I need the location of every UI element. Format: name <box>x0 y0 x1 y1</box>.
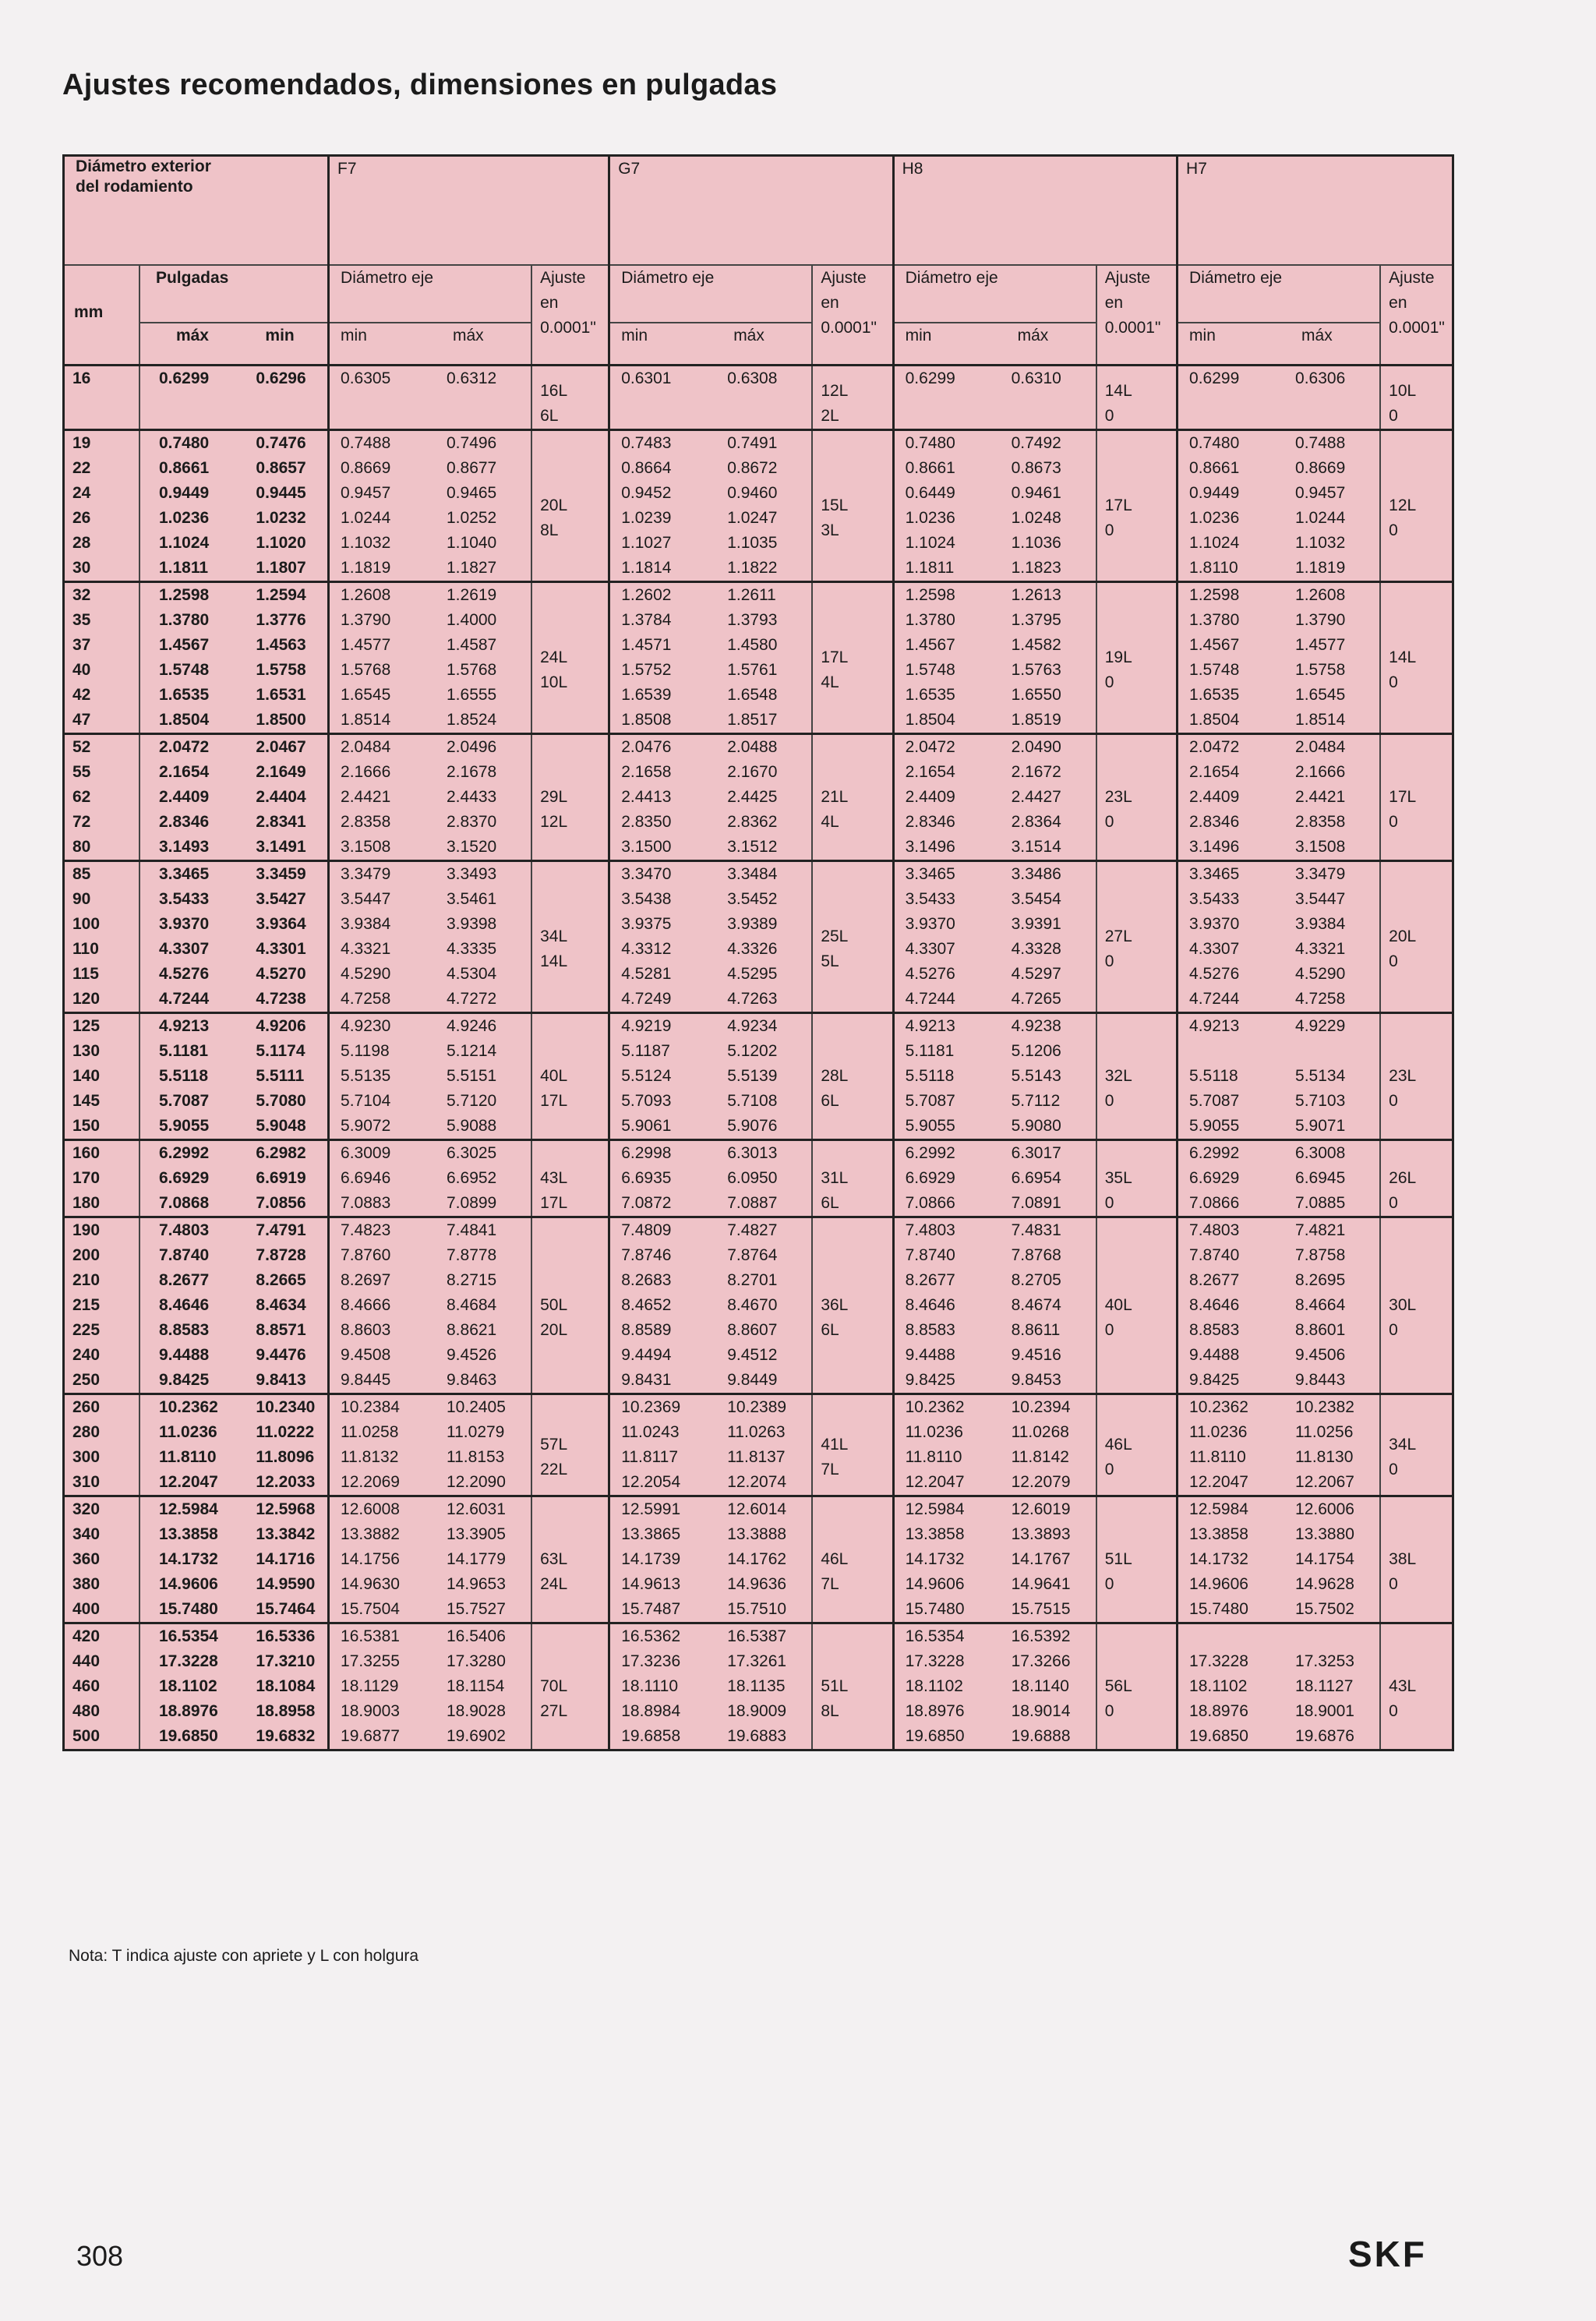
shaft-max-values-f7: 6.3025 6.6952 7.0899 <box>433 1140 531 1217</box>
diameter-group <box>64 430 1453 582</box>
fit-values-f7: 63L 24L <box>531 1496 609 1623</box>
shaft-min-values-h8: 0.6299 <box>893 366 997 430</box>
shaft-max-header: máx <box>998 323 1096 366</box>
fit-values-h7: 26L 0 <box>1380 1140 1453 1217</box>
fit-values-g7: 31L 6L <box>812 1140 893 1217</box>
inches-min-values: 1.2594 1.3776 1.4563 1.5758 1.6531 1.8500 <box>243 582 328 734</box>
shaft-max-header: máx <box>1281 323 1380 366</box>
fit-values-h8: 27L 0 <box>1096 861 1178 1013</box>
shaft-max-values-h8: 3.3486 3.5454 3.9391 4.3328 4.5297 4.7265 <box>998 861 1096 1013</box>
shaft-min-values-g7: 0.6301 <box>609 366 713 430</box>
shaft-min-values-f7: 16.5381 17.3255 18.1129 18.9003 19.6877 <box>329 1623 433 1750</box>
fit-values-g7: 51L 8L <box>812 1623 893 1750</box>
shaft-max-values-f7: 3.3493 3.5461 3.9398 4.3335 4.5304 4.7272 <box>433 861 531 1013</box>
fit-values-h7: 20L 0 <box>1380 861 1453 1013</box>
diameter-group <box>64 582 1453 734</box>
mm-values: 320 340 360 380 400 <box>64 1496 139 1623</box>
shaft-max-values-h7: 4.9229 5.5134 5.7103 5.9071 <box>1281 1013 1380 1140</box>
shaft-max-values-h7: 6.3008 6.6945 7.0885 <box>1281 1140 1380 1217</box>
inches-max-values: 0.7480 0.8661 0.9449 1.0236 1.1024 1.1811 <box>139 430 243 582</box>
diameter-group <box>64 1013 1453 1140</box>
shaft-min-values-f7: 7.4823 7.8760 8.2697 8.4666 8.8603 9.4508 9.8445 <box>329 1217 433 1394</box>
shaft-max-values-f7: 7.4841 7.8778 8.2715 8.4684 8.8621 9.4526 9.8463 <box>433 1217 531 1394</box>
shaft-min-header: min <box>329 323 433 366</box>
fit-values-g7: 25L 5L <box>812 861 893 1013</box>
inches-min-values: 10.2340 11.0222 11.8096 12.2033 <box>243 1394 328 1496</box>
shaft-min-values-h8: 4.9213 5.1181 5.5118 5.7087 5.9055 <box>893 1013 997 1140</box>
fit-values-h7: 30L 0 <box>1380 1217 1453 1394</box>
page-title: Ajustes recomendados, dimensiones en pulgadas <box>62 69 778 101</box>
skf-logo-text: SKF <box>1348 2234 1427 2273</box>
shaft-min-values-h7: 12.5984 13.3858 14.1732 14.9606 15.7480 <box>1178 1496 1281 1623</box>
fit-values-h7: 14L 0 <box>1380 582 1453 734</box>
shaft-max-values-f7: 2.0496 2.1678 2.4433 2.8370 3.1520 <box>433 734 531 861</box>
shaft-min-values-f7: 0.7488 0.8669 0.9457 1.0244 1.1032 1.1819 <box>329 430 433 582</box>
mm-values: 19 22 24 26 28 30 <box>64 430 139 582</box>
shaft-min-values-h8: 12.5984 13.3858 14.1732 14.9606 15.7480 <box>893 1496 997 1623</box>
inches-min-values: 2.0467 2.1649 2.4404 2.8341 3.1491 <box>243 734 328 861</box>
shaft-max-values-h7: 2.0484 2.1666 2.4421 2.8358 3.1508 <box>1281 734 1380 861</box>
inches-max-values: 6.2992 6.6929 7.0868 <box>139 1140 243 1217</box>
shaft-min-values-g7: 3.3470 3.5438 3.9375 4.3312 4.5281 4.7249 <box>609 861 713 1013</box>
shaft-min-values-h8: 10.2362 11.0236 11.8110 12.2047 <box>893 1394 997 1496</box>
shaft-min-values-h8: 2.0472 2.1654 2.4409 2.8346 3.1496 <box>893 734 997 861</box>
mm-values: 260 280 300 310 <box>64 1394 139 1496</box>
shaft-max-values-h7: 17.3253 18.1127 18.9001 19.6876 <box>1281 1623 1380 1750</box>
footnote: Nota: T indica ajuste con apriete y L con holgura <box>69 1947 419 1965</box>
shaft-max-values-f7: 10.2405 11.0279 11.8153 12.2090 <box>433 1394 531 1496</box>
shaft-min-values-h8: 16.5354 17.3228 18.1102 18.8976 19.6850 <box>893 1623 997 1750</box>
shaft-max-values-g7: 1.2611 1.3793 1.4580 1.5761 1.6548 1.8517 <box>713 582 812 734</box>
inches-min-values: 0.7476 0.8657 0.9445 1.0232 1.1020 1.1807 <box>243 430 328 582</box>
shaft-min-values-h8: 0.7480 0.8661 0.6449 1.0236 1.1024 1.1811 <box>893 430 997 582</box>
shaft-min-values-h8: 6.2992 6.6929 7.0866 <box>893 1140 997 1217</box>
shaft-max-values-f7: 1.2619 1.4000 1.4587 1.5768 1.6555 1.8524 <box>433 582 531 734</box>
shaft-max-values-h8: 2.0490 2.1672 2.4427 2.8364 3.1514 <box>998 734 1096 861</box>
fit-values-f7: 70L 27L <box>531 1623 609 1750</box>
shaft-max-values-f7: 0.7496 0.8677 0.9465 1.0252 1.1040 1.1827 <box>433 430 531 582</box>
shaft-min-values-h7: 2.0472 2.1654 2.4409 2.8346 3.1496 <box>1178 734 1281 861</box>
shaft-min-values-g7: 7.4809 7.8746 8.2683 8.4652 8.8589 9.4494 9.8431 <box>609 1217 713 1394</box>
shaft-max-values-g7: 2.0488 2.1670 2.4425 2.8362 3.1512 <box>713 734 812 861</box>
shaft-max-values-h7: 1.2608 1.3790 1.4577 1.5758 1.6545 1.8514 <box>1281 582 1380 734</box>
shaft-max-values-f7: 4.9246 5.1214 5.5151 5.7120 5.9088 <box>433 1013 531 1140</box>
fit-values-f7: 24L 10L <box>531 582 609 734</box>
shaft-min-values-g7: 1.2602 1.3784 1.4571 1.5752 1.6539 1.8508 <box>609 582 713 734</box>
shaft-min-values-f7: 4.9230 5.1198 5.5135 5.7104 5.9072 <box>329 1013 433 1140</box>
shaft-min-values-f7: 6.3009 6.6946 7.0883 <box>329 1140 433 1217</box>
shaft-max-header: máx <box>713 323 812 366</box>
fit-values-h7: 23L 0 <box>1380 1013 1453 1140</box>
inches-min-values: 16.5336 17.3210 18.1084 18.8958 19.6832 <box>243 1623 328 1750</box>
skf-logo <box>1348 2234 1464 2273</box>
shaft-max-values-h8: 4.9238 5.1206 5.5143 5.7112 5.9080 <box>998 1013 1096 1140</box>
shaft-max-header: máx <box>433 323 531 366</box>
shaft-max-values-f7: 16.5406 17.3280 18.1154 18.9028 19.6902 <box>433 1623 531 1750</box>
shaft-min-values-f7: 3.3479 3.5447 3.9384 4.3321 4.5290 4.7258 <box>329 861 433 1013</box>
shaft-min-values-g7: 0.7483 0.8664 0.9452 1.0239 1.1027 1.1814 <box>609 430 713 582</box>
fit-values-f7: 34L 14L <box>531 861 609 1013</box>
shaft-min-values-f7: 1.2608 1.3790 1.4577 1.5768 1.6545 1.8514 <box>329 582 433 734</box>
outer-diameter-header: Diámetro exterior del rodamiento <box>64 156 329 266</box>
fit-values-h8: 14L 0 <box>1096 366 1178 430</box>
diameter-group <box>64 734 1453 861</box>
fit-values-h8: 19L 0 <box>1096 582 1178 734</box>
shaft-max-values-h8: 6.3017 6.6954 7.0891 <box>998 1140 1096 1217</box>
class-header-h7: H7 <box>1178 156 1453 266</box>
shaft-max-values-h7: 10.2382 11.0256 11.8130 12.2067 <box>1281 1394 1380 1496</box>
mm-values: 52 55 62 72 80 <box>64 734 139 861</box>
shaft-max-values-h7: 0.7488 0.8669 0.9457 1.0244 1.1032 1.1819 <box>1281 430 1380 582</box>
inches-min-header: min <box>243 323 328 366</box>
diameter-group <box>64 1496 1453 1623</box>
inches-max-values: 12.5984 13.3858 14.1732 14.9606 15.7480 <box>139 1496 243 1623</box>
inches-min-values: 4.9206 5.1174 5.5111 5.7080 5.9048 <box>243 1013 328 1140</box>
shaft-max-values-h8: 0.7492 0.8673 0.9461 1.0248 1.1036 1.1823 <box>998 430 1096 582</box>
shaft-min-values-g7: 16.5362 17.3236 18.1110 18.8984 19.6858 <box>609 1623 713 1750</box>
shaft-diameter-header: Diámetro eje <box>329 265 532 323</box>
inches-max-values: 0.6299 <box>139 366 243 430</box>
class-header-f7: F7 <box>329 156 609 266</box>
mm-values: 85 90 100 110 115 120 <box>64 861 139 1013</box>
shaft-max-values-f7: 12.6031 13.3905 14.1779 14.9653 15.7527 <box>433 1496 531 1623</box>
diameter-group <box>64 366 1453 430</box>
inches-max-values: 16.5354 17.3228 18.1102 18.8976 19.6850 <box>139 1623 243 1750</box>
fit-header: Ajuste en 0.0001" <box>1096 265 1178 366</box>
fit-values-h8: 46L 0 <box>1096 1394 1178 1496</box>
shaft-max-values-g7: 12.6014 13.3888 14.1762 14.9636 15.7510 <box>713 1496 812 1623</box>
shaft-max-values-h8: 10.2394 11.0268 11.8142 12.2079 <box>998 1394 1096 1496</box>
shaft-min-values-g7: 10.2369 11.0243 11.8117 12.2054 <box>609 1394 713 1496</box>
fits-table-body <box>64 366 1453 1750</box>
diameter-group <box>64 1394 1453 1496</box>
shaft-min-values-h7: 17.3228 18.1102 18.8976 19.6850 <box>1178 1623 1281 1750</box>
shaft-max-values-g7: 3.3484 3.5452 3.9389 4.3326 4.5295 4.7263 <box>713 861 812 1013</box>
shaft-max-values-g7: 4.9234 5.1202 5.5139 5.7108 5.9076 <box>713 1013 812 1140</box>
shaft-max-values-h8: 0.6310 <box>998 366 1096 430</box>
shaft-max-values-h7: 7.4821 7.8758 8.2695 8.4664 8.8601 9.4506 9.8443 <box>1281 1217 1380 1394</box>
fit-values-f7: 16L 6L <box>531 366 609 430</box>
mm-values: 160 170 180 <box>64 1140 139 1217</box>
inches-min-values: 0.6296 <box>243 366 328 430</box>
fit-values-h7: 43L 0 <box>1380 1623 1453 1750</box>
fit-values-g7: 36L 6L <box>812 1217 893 1394</box>
fit-values-h8: 40L 0 <box>1096 1217 1178 1394</box>
shaft-min-values-h7: 7.4803 7.8740 8.2677 8.4646 8.8583 9.4488 9.8425 <box>1178 1217 1281 1394</box>
shaft-min-values-h7: 3.3465 3.5433 3.9370 4.3307 4.5276 4.7244 <box>1178 861 1281 1013</box>
mm-header: mm <box>64 265 139 366</box>
shaft-min-header: min <box>1178 323 1281 366</box>
diameter-group <box>64 1217 1453 1394</box>
shaft-max-values-g7: 16.5387 17.3261 18.1135 18.9009 19.6883 <box>713 1623 812 1750</box>
diameter-group <box>64 1140 1453 1217</box>
shaft-max-values-g7: 7.4827 7.8764 8.2701 8.4670 8.8607 9.4512 9.8449 <box>713 1217 812 1394</box>
shaft-min-values-h8: 3.3465 3.5433 3.9370 4.3307 4.5276 4.7244 <box>893 861 997 1013</box>
fits-table <box>62 154 1454 1751</box>
inches-header: Pulgadas <box>139 265 329 323</box>
shaft-max-values-g7: 6.3013 6.0950 7.0887 <box>713 1140 812 1217</box>
shaft-min-values-h7: 1.2598 1.3780 1.4567 1.5748 1.6535 1.8504 <box>1178 582 1281 734</box>
inches-max-values: 10.2362 11.0236 11.8110 12.2047 <box>139 1394 243 1496</box>
fit-values-h8: 32L 0 <box>1096 1013 1178 1140</box>
inches-min-values: 7.4791 7.8728 8.2665 8.4634 8.8571 9.4476 9.8413 <box>243 1217 328 1394</box>
fit-values-h8: 56L 0 <box>1096 1623 1178 1750</box>
shaft-max-values-h8: 12.6019 13.3893 14.1767 14.9641 15.7515 <box>998 1496 1096 1623</box>
shaft-min-values-f7: 0.6305 <box>329 366 433 430</box>
shaft-max-values-h7: 0.6306 <box>1281 366 1380 430</box>
page-number: 308 <box>76 2240 124 2272</box>
shaft-min-values-f7: 10.2384 11.0258 11.8132 12.2069 <box>329 1394 433 1496</box>
shaft-min-values-h7: 0.7480 0.8661 0.9449 1.0236 1.1024 1.8110 <box>1178 430 1281 582</box>
shaft-diameter-header: Diámetro eje <box>1178 265 1381 323</box>
shaft-min-values-h7: 0.6299 <box>1178 366 1281 430</box>
fit-values-g7: 12L 2L <box>812 366 893 430</box>
fit-values-g7: 15L 3L <box>812 430 893 582</box>
shaft-min-values-g7: 2.0476 2.1658 2.4413 2.8350 3.1500 <box>609 734 713 861</box>
inches-max-values: 1.2598 1.3780 1.4567 1.5748 1.6535 1.8504 <box>139 582 243 734</box>
shaft-diameter-header: Diámetro eje <box>893 265 1096 323</box>
shaft-min-values-h7: 6.2992 6.6929 7.0866 <box>1178 1140 1281 1217</box>
fit-values-f7: 40L 17L <box>531 1013 609 1140</box>
shaft-max-values-g7: 10.2389 11.0263 11.8137 12.2074 <box>713 1394 812 1496</box>
shaft-min-values-h7: 10.2362 11.0236 11.8110 12.2047 <box>1178 1394 1281 1496</box>
fit-values-f7: 57L 22L <box>531 1394 609 1496</box>
shaft-max-values-g7: 0.6308 <box>713 366 812 430</box>
mm-values: 16 <box>64 366 139 430</box>
fit-values-g7: 46L 7L <box>812 1496 893 1623</box>
shaft-min-values-h8: 1.2598 1.3780 1.4567 1.5748 1.6535 1.8504 <box>893 582 997 734</box>
inches-min-values: 6.2982 6.6919 7.0856 <box>243 1140 328 1217</box>
shaft-max-values-h8: 16.5392 17.3266 18.1140 18.9014 19.6888 <box>998 1623 1096 1750</box>
class-header-h8: H8 <box>893 156 1177 266</box>
fit-header: Ajuste en 0.0001" <box>531 265 609 366</box>
shaft-min-values-f7: 12.6008 13.3882 14.1756 14.9630 15.7504 <box>329 1496 433 1623</box>
fit-values-f7: 43L 17L <box>531 1140 609 1217</box>
mm-values: 420 440 460 480 500 <box>64 1623 139 1750</box>
shaft-diameter-header: Diámetro eje <box>609 265 813 323</box>
fit-values-h7: 34L 0 <box>1380 1394 1453 1496</box>
inches-max-values: 4.9213 5.1181 5.5118 5.7087 5.9055 <box>139 1013 243 1140</box>
mm-values: 125 130 140 145 150 <box>64 1013 139 1140</box>
shaft-min-values-g7: 4.9219 5.1187 5.5124 5.7093 5.9061 <box>609 1013 713 1140</box>
fit-values-g7: 28L 6L <box>812 1013 893 1140</box>
shaft-min-header: min <box>893 323 997 366</box>
mm-values: 32 35 37 40 42 47 <box>64 582 139 734</box>
fit-values-g7: 17L 4L <box>812 582 893 734</box>
shaft-min-values-h7: 4.9213 5.5118 5.7087 5.9055 <box>1178 1013 1281 1140</box>
diameter-group <box>64 1623 1453 1750</box>
shaft-max-values-f7: 0.6312 <box>433 366 531 430</box>
shaft-min-values-h8: 7.4803 7.8740 8.2677 8.4646 8.8583 9.4488 9.8425 <box>893 1217 997 1394</box>
fit-values-h7: 17L 0 <box>1380 734 1453 861</box>
fit-values-g7: 41L 7L <box>812 1394 893 1496</box>
shaft-min-values-g7: 12.5991 13.3865 14.1739 14.9613 15.7487 <box>609 1496 713 1623</box>
fit-values-g7: 21L 4L <box>812 734 893 861</box>
shaft-min-header: min <box>609 323 713 366</box>
fit-values-h7: 10L 0 <box>1380 366 1453 430</box>
fit-values-h8: 35L 0 <box>1096 1140 1178 1217</box>
fit-values-h8: 51L 0 <box>1096 1496 1178 1623</box>
inches-min-values: 12.5968 13.3842 14.1716 14.9590 15.7464 <box>243 1496 328 1623</box>
inches-max-values: 7.4803 7.8740 8.2677 8.4646 8.8583 9.4488 9.8425 <box>139 1217 243 1394</box>
fit-values-h7: 38L 0 <box>1380 1496 1453 1623</box>
class-header-g7: G7 <box>609 156 893 266</box>
fit-values-h8: 23L 0 <box>1096 734 1178 861</box>
fit-values-h7: 12L 0 <box>1380 430 1453 582</box>
mm-values: 190 200 210 215 225 240 250 <box>64 1217 139 1394</box>
inches-min-values: 3.3459 3.5427 3.9364 4.3301 4.5270 4.7238 <box>243 861 328 1013</box>
fit-values-f7: 29L 12L <box>531 734 609 861</box>
fit-values-h8: 17L 0 <box>1096 430 1178 582</box>
shaft-max-values-h7: 3.3479 3.5447 3.9384 4.3321 4.5290 4.7258 <box>1281 861 1380 1013</box>
shaft-max-values-h8: 1.2613 1.3795 1.4582 1.5763 1.6550 1.8519 <box>998 582 1096 734</box>
fit-header: Ajuste en 0.0001" <box>1380 265 1453 366</box>
fit-header: Ajuste en 0.0001" <box>812 265 893 366</box>
shaft-max-values-h8: 7.4831 7.8768 8.2705 8.4674 8.8611 9.4516 9.8453 <box>998 1217 1096 1394</box>
inches-max-values: 2.0472 2.1654 2.4409 2.8346 3.1493 <box>139 734 243 861</box>
shaft-max-values-h7: 12.6006 13.3880 14.1754 14.9628 15.7502 <box>1281 1496 1380 1623</box>
diameter-group <box>64 861 1453 1013</box>
shaft-max-values-g7: 0.7491 0.8672 0.9460 1.0247 1.1035 1.1822 <box>713 430 812 582</box>
fit-values-f7: 50L 20L <box>531 1217 609 1394</box>
inches-max-header: máx <box>139 323 243 366</box>
shaft-min-values-g7: 6.2998 6.6935 7.0872 <box>609 1140 713 1217</box>
shaft-min-values-f7: 2.0484 2.1666 2.4421 2.8358 3.1508 <box>329 734 433 861</box>
fit-values-f7: 20L 8L <box>531 430 609 582</box>
inches-max-values: 3.3465 3.5433 3.9370 4.3307 4.5276 4.7244 <box>139 861 243 1013</box>
